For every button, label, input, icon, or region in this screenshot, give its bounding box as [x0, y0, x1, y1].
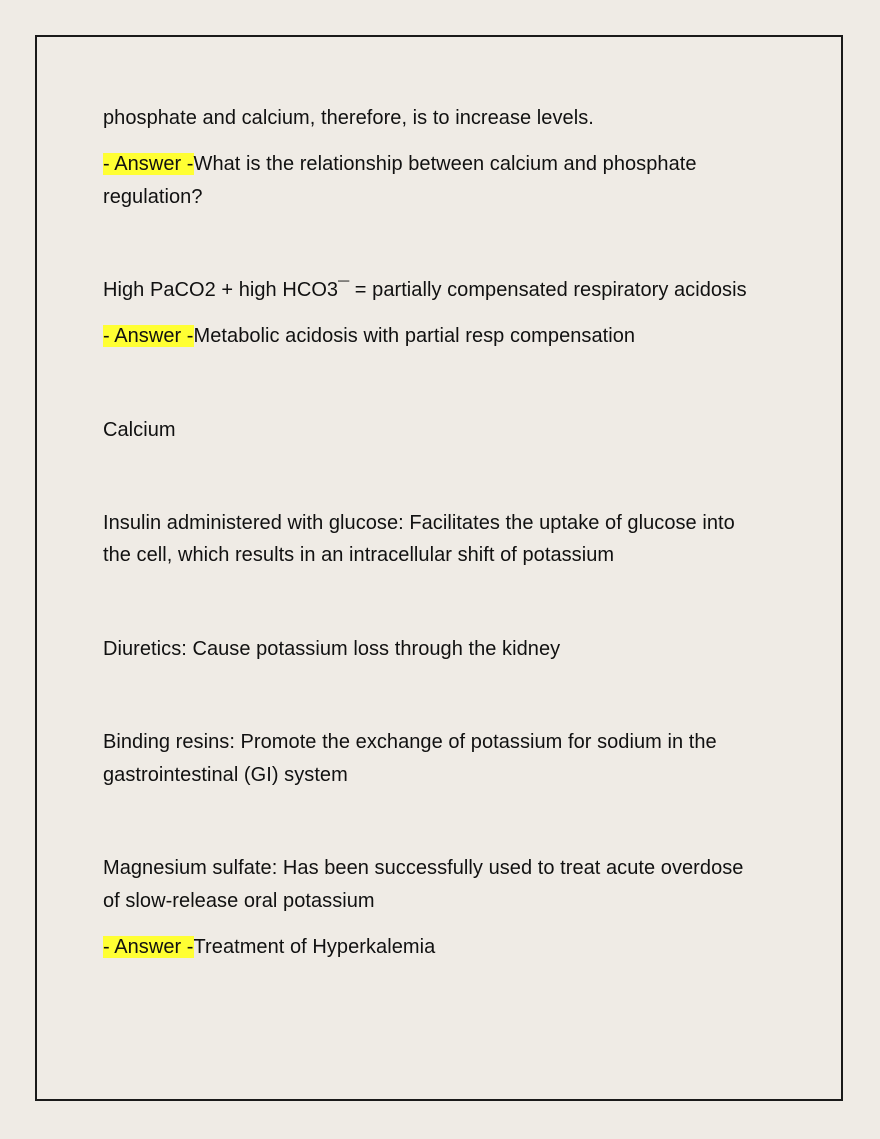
text-line	[103, 274, 747, 306]
answer-line	[103, 148, 697, 180]
binding-resins-text: Binding resins: Promote the exchange of potassium for sodium in the	[103, 731, 717, 753]
answer-text: What is the relationship between calcium and phosphate	[193, 153, 697, 175]
paco2-text: High PaCO2 + high HCO3¯ = partially compensated respiratory acidosis	[103, 279, 747, 301]
answer-line	[103, 931, 435, 963]
text-line	[103, 414, 176, 446]
answer-highlight: - Answer -	[103, 153, 194, 175]
calcium-text: Calcium	[103, 419, 176, 441]
text-line	[103, 507, 735, 539]
answer-text: Metabolic acidosis with partial resp compensation	[193, 325, 636, 347]
answer-text: Treatment of Hyperkalemia	[193, 936, 436, 958]
binding-resins-text-continued: gastrointestinal (GI) system	[103, 764, 348, 786]
insulin-text: Insulin administered with glucose: Facilitates the uptake of glucose into	[103, 512, 735, 534]
answer-highlight: - Answer -	[103, 936, 194, 958]
insulin-text-continued: the cell, which results in an intracellular shift of potassium	[103, 544, 615, 566]
magnesium-text: Magnesium sulfate: Has been successfully used to treat acute overdose	[103, 857, 744, 879]
diuretics-text: Diuretics: Cause potassium loss through the kidney	[103, 638, 561, 660]
text-line	[103, 102, 594, 134]
text-line	[103, 885, 375, 917]
text-line	[103, 726, 717, 758]
answer-line	[103, 320, 635, 352]
text-line	[103, 633, 560, 665]
text-line	[103, 852, 743, 884]
magnesium-text-continued: of slow-release oral potassium	[103, 890, 375, 912]
answer-line-continued	[103, 181, 203, 213]
answer-highlight: - Answer -	[103, 325, 194, 347]
text-line	[103, 539, 614, 571]
answer-text-continued: regulation?	[103, 186, 203, 208]
phosphate-calcium-text: phosphate and calcium, therefore, is to increase levels.	[103, 107, 594, 129]
text-line	[103, 759, 348, 791]
